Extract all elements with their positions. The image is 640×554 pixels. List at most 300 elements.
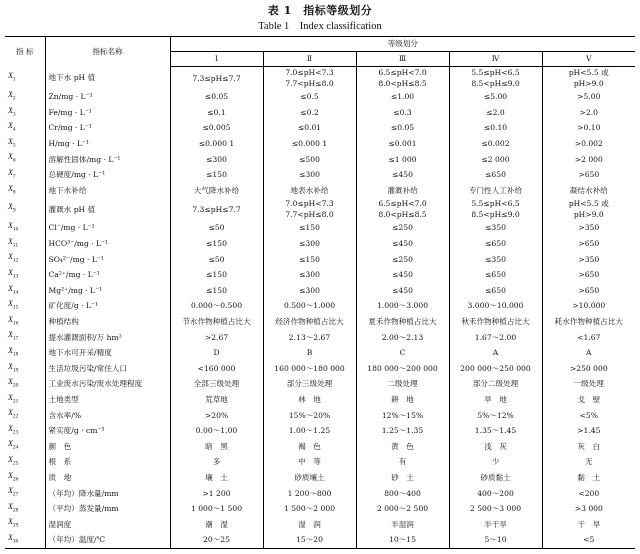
indicator-code [5, 220, 45, 236]
indicator-code-letter: X [8, 70, 13, 80]
grade-value: 二级处理 [387, 379, 418, 389]
indicator-code-letter: X [8, 267, 13, 277]
grade-value-cell [263, 167, 356, 183]
header-grade: Ⅳ [449, 52, 542, 67]
table-row [5, 314, 635, 330]
grade-value-cell [356, 329, 449, 345]
indicator-code-index: 24 [12, 445, 19, 452]
indicator-code [5, 67, 45, 90]
grade-value: ≤150 [206, 239, 227, 249]
grade-value-cell [356, 105, 449, 121]
grade-value-cell [449, 220, 542, 236]
grade-value-cell [449, 516, 542, 532]
indicator-code [5, 392, 45, 408]
table-row [5, 67, 635, 90]
indicator-code [5, 120, 45, 136]
grade-value: >1 200 [202, 488, 231, 498]
grade-value: ≤1 000 [388, 154, 417, 164]
table-row [5, 407, 635, 423]
grade-value-cell [356, 532, 449, 548]
grade-value: ≤450 [392, 270, 413, 280]
grade-value-cell [356, 438, 449, 454]
indicator-code [5, 236, 45, 252]
indicator-code-index: 5 [12, 142, 16, 149]
indicator-code-index: 15 [12, 304, 19, 311]
header-grade-group: 等级划分 [170, 37, 635, 52]
indicator-code [5, 89, 45, 105]
table-row [5, 136, 635, 152]
indicator-name: 含水率/% [45, 407, 170, 423]
grade-value-cell [263, 314, 356, 330]
grade-value: ≤450 [392, 285, 413, 295]
grade-value: ≤50 [208, 254, 225, 264]
grade-value-cell [356, 198, 449, 220]
grade-value-cell [263, 151, 356, 167]
grade-value-cell [356, 67, 449, 90]
indicator-code-index: 1 [12, 76, 16, 83]
indicator-code-index: 11 [12, 242, 19, 249]
grade-value-cell [449, 151, 542, 167]
grade-value: 200 000～250 000 [460, 363, 531, 373]
grade-value: 专门性人工补给 [468, 185, 523, 195]
indicator-code-index: 21 [12, 398, 19, 405]
grade-value-cell [263, 298, 356, 314]
grade-value-cell [449, 501, 542, 517]
grade-value-cell [170, 376, 263, 392]
grade-value-cell [263, 105, 356, 121]
grade-value: 1.000～3.000 [376, 301, 429, 311]
grade-value-cell [356, 485, 449, 501]
grade-value: 180 000～200 000 [367, 363, 438, 373]
table-row [5, 345, 635, 361]
grade-value: 半湿润 [391, 519, 414, 529]
grade-value-cell [542, 136, 635, 152]
table-row [5, 376, 635, 392]
grade-value-cell [356, 120, 449, 136]
table-caption-zh: 表 1 指标等级划分 [267, 4, 373, 17]
grade-value: 灌溉补给 [387, 185, 418, 195]
grade-value-cell [263, 423, 356, 439]
grade-value-cell [263, 392, 356, 408]
grade-value-cell [170, 470, 263, 486]
table-row [5, 298, 635, 314]
grade-value-cell [449, 183, 542, 199]
indicator-code-index: 18 [12, 351, 19, 358]
indicator-code-index: 28 [12, 507, 19, 514]
grade-value-cell [356, 423, 449, 439]
indicator-code-index: 14 [12, 289, 19, 296]
table-row [5, 220, 635, 236]
grade-value: 8.5<pH≤9.0 [471, 210, 520, 220]
grade-value: >10.000 [572, 301, 606, 311]
indicator-code-index: 4 [12, 126, 16, 133]
grade-value: ≤1.00 [390, 92, 415, 102]
grade-value: ≤0.01 [297, 123, 322, 133]
indicator-code-index: 7 [12, 173, 16, 180]
grade-value: 部分二级处理 [472, 379, 519, 389]
table-row [5, 105, 635, 121]
grade-value-cell [449, 298, 542, 314]
grade-value: 7.7<pH≤8.0 [285, 210, 334, 220]
indicator-code-index: 3 [12, 111, 16, 118]
grade-value-cell [356, 454, 449, 470]
grade-value: ≤0.05 [390, 123, 415, 133]
grade-value-cell [170, 345, 263, 361]
grade-value-cell [449, 120, 542, 136]
indicator-code [5, 105, 45, 121]
indicator-name: （平均）蒸发量/mm [45, 501, 170, 517]
indicator-code-index: 8 [12, 189, 16, 196]
grade-value-cell [356, 314, 449, 330]
grade-value: 2.13～2.67 [288, 332, 331, 342]
grade-value-cell [263, 89, 356, 105]
grade-value: <5 [583, 535, 595, 545]
indicator-code-letter: X [8, 486, 13, 496]
indicator-name: 工业废水污染/废水处理程度 [45, 376, 170, 392]
grade-value: 中 等 [298, 457, 321, 467]
indicator-code-letter: X [8, 330, 13, 340]
grade-value: 地表水补给 [290, 185, 329, 195]
grade-value-cell [170, 267, 263, 283]
grade-value: ≤150 [206, 170, 227, 180]
grade-value: pH<5.5 或 [568, 199, 609, 209]
grade-value-cell [170, 314, 263, 330]
grade-value: 半干旱 [484, 519, 507, 529]
grade-value-cell [263, 454, 356, 470]
table-row [5, 251, 635, 267]
grade-value-cell [542, 423, 635, 439]
grade-value: 1 500～2 000 [283, 504, 336, 514]
grade-value-cell [170, 485, 263, 501]
grade-value: 全部三级处理 [193, 379, 240, 389]
grade-value: 800～400 [384, 488, 421, 498]
grade-value: 少 [491, 457, 500, 467]
indicator-name: HCO³⁻/mg · L⁻¹ [45, 236, 170, 252]
grade-value-cell [542, 220, 635, 236]
grade-value-cell [170, 236, 263, 252]
grade-value: B [306, 348, 313, 358]
grade-value: 7.7<pH≤8.0 [285, 79, 334, 88]
grade-value-cell [542, 89, 635, 105]
grade-value-cell [449, 89, 542, 105]
grade-value: >2 000 [574, 154, 603, 164]
grade-value: ≤150 [299, 223, 320, 233]
indicator-name: 地下水补给 [45, 183, 170, 199]
grade-value-cell [356, 236, 449, 252]
indicator-code-letter: X [8, 377, 13, 387]
grade-value-cell [263, 516, 356, 532]
grade-value-cell [449, 283, 542, 299]
indicator-name: 紧实度/g · cm⁻³ [45, 423, 170, 439]
grade-value-cell [263, 361, 356, 377]
grade-value-cell [263, 329, 356, 345]
indicator-name: 提水灌溉面积/万 hm² [45, 329, 170, 345]
grade-value-cell [170, 136, 263, 152]
table-row [5, 438, 635, 454]
grade-value-cell [263, 120, 356, 136]
table-row [5, 392, 635, 408]
indicator-code-index: 26 [12, 476, 19, 483]
grade-value: 无 [584, 457, 593, 467]
grade-value: 7.0≤pH<7.3 [285, 68, 334, 77]
header-grade: Ⅰ [170, 52, 263, 67]
indicator-code [5, 267, 45, 283]
grade-value: 2 500～3 000 [469, 504, 522, 514]
grade-value: ≤250 [392, 254, 413, 264]
indicator-name: Cr/mg · L⁻¹ [45, 120, 170, 136]
grade-value-cell [542, 485, 635, 501]
grade-value: 10～15 [389, 535, 416, 545]
indicator-name: 质 地 [45, 470, 170, 486]
grade-value: 5%～12% [477, 410, 514, 420]
grade-value-cell [170, 501, 263, 517]
grade-value: >350 [578, 223, 600, 233]
grade-value: >650 [578, 270, 600, 280]
table-row [5, 283, 635, 299]
grade-value: ≤650 [485, 270, 506, 280]
grade-value: 湿 润 [298, 519, 321, 529]
table-row [5, 89, 635, 105]
table-row [5, 454, 635, 470]
indicator-name: H/mg · L⁻¹ [45, 136, 170, 152]
grade-value: 凝结水补给 [569, 185, 608, 195]
indicator-name: （年均）温度/℃ [45, 532, 170, 548]
indicator-code-index: 17 [12, 335, 19, 342]
indicator-code [5, 423, 45, 439]
grade-value: ≤150 [206, 285, 227, 295]
grade-value-cell [170, 516, 263, 532]
grade-value: <200 [578, 488, 600, 498]
grade-value: 秋禾作物种植占比大 [461, 317, 530, 327]
indicator-name: Fe/mg · L⁻¹ [45, 105, 170, 121]
grade-value: ≤300 [206, 154, 227, 164]
table-row [5, 329, 635, 345]
grade-value: ≤300 [299, 285, 320, 295]
grade-value: <5% [579, 410, 598, 420]
grade-value: >250 000 [569, 363, 608, 373]
indicator-code-index: 10 [12, 226, 19, 233]
indicator-code [5, 151, 45, 167]
grade-value-cell [542, 251, 635, 267]
grade-value: <160 000 [197, 363, 236, 373]
indicator-name: 灌溉水 pH 值 [45, 198, 170, 220]
table-row [5, 151, 635, 167]
grade-value: 戈 壁 [577, 394, 601, 404]
indicator-code-index: 22 [12, 413, 19, 420]
grade-value: A [492, 348, 499, 358]
indicator-code-letter: X [8, 361, 13, 371]
grade-value-cell [263, 407, 356, 423]
grade-value: 多 [212, 457, 221, 467]
indicator-code [5, 283, 45, 299]
grade-value: 砂质壤土 [294, 472, 325, 482]
indicator-code-letter: X [8, 105, 13, 115]
grade-value: 5～10 [484, 535, 507, 545]
indicator-code-index: 9 [12, 207, 16, 214]
grade-value: ≤450 [392, 170, 413, 180]
grade-value: 1.67～2.00 [474, 332, 517, 342]
grade-value: 暗 黑 [205, 441, 228, 451]
grade-value-cell [449, 105, 542, 121]
header-grade: Ⅱ [263, 52, 356, 67]
grade-value: 干 旱 [577, 519, 601, 529]
grade-value-cell [449, 454, 542, 470]
grade-value-cell [170, 423, 263, 439]
grade-value-cell [170, 105, 263, 121]
grade-value: 2.00～2.13 [381, 332, 424, 342]
grade-value: 1 000～1 500 [190, 504, 243, 514]
indicator-code-letter: X [8, 470, 13, 480]
grade-value: ≤2.0 [486, 107, 505, 117]
indicator-name: Cl⁻/mg · L⁻¹ [45, 220, 170, 236]
grade-value: ≤500 [299, 154, 320, 164]
grade-value: ≤0.10 [483, 123, 508, 133]
grade-value-cell [356, 136, 449, 152]
grade-value-cell [170, 120, 263, 136]
grade-value-cell [542, 198, 635, 220]
grade-value: ≤0.001 [388, 139, 417, 149]
grade-value: 砂 土 [391, 472, 414, 482]
indicator-code-letter: X [8, 392, 13, 402]
grade-value: 黄 色 [391, 441, 414, 451]
grade-value: pH<5.5 或 [568, 68, 609, 77]
grade-value-cell [263, 136, 356, 152]
grade-value-cell [170, 532, 263, 548]
grade-value: ≤150 [206, 270, 227, 280]
grade-value: 3.000～10.000 [467, 301, 524, 311]
indicator-code-letter: X [8, 136, 13, 146]
grade-value: ≤0.2 [300, 107, 319, 117]
indicator-code-index: 19 [12, 367, 19, 374]
indicator-code-letter: X [8, 283, 13, 293]
indicator-name: 湿润度 [45, 516, 170, 532]
grade-value-cell [449, 361, 542, 377]
grade-value: >3 000 [574, 504, 603, 514]
grade-value-cell [170, 298, 263, 314]
grade-value: pH>9.0 [573, 79, 604, 88]
indicator-code [5, 516, 45, 532]
grade-value-cell [449, 532, 542, 548]
indicator-code-letter: X [8, 533, 13, 543]
grade-value: A [586, 348, 592, 358]
grade-value: 1.35～1.45 [474, 426, 517, 436]
indicator-code-index: 16 [12, 320, 19, 327]
grade-value-cell [356, 220, 449, 236]
grade-value-cell [542, 283, 635, 299]
grade-value-cell [449, 470, 542, 486]
grade-value-cell [542, 501, 635, 517]
grade-value: >650 [578, 239, 600, 249]
grade-value-cell [542, 392, 635, 408]
indicator-code-letter: X [8, 121, 13, 131]
grade-value: 1 200～800 [287, 488, 332, 498]
grade-value: 耗水作物种植占比大 [554, 317, 623, 327]
grade-value-cell [263, 183, 356, 199]
grade-value: >0.002 [574, 139, 603, 149]
grade-value-cell [449, 314, 542, 330]
grade-value-cell [542, 105, 635, 121]
grade-value: 节水作物种植占比大 [182, 317, 251, 327]
indicator-name: 总硬度/mg · L⁻¹ [45, 167, 170, 183]
grade-value-cell [356, 251, 449, 267]
table-body [5, 67, 635, 549]
indicator-code [5, 298, 45, 314]
grade-value-cell [356, 298, 449, 314]
indicator-code [5, 198, 45, 220]
indicator-name: 溶解性固体/mg · L⁻¹ [45, 151, 170, 167]
grade-value: 大气降水补给 [193, 185, 240, 195]
grade-value-cell [449, 329, 542, 345]
grade-value: 林 地 [298, 394, 321, 404]
grade-value-cell [170, 151, 263, 167]
indicator-code [5, 314, 45, 330]
indicator-code-letter: X [8, 236, 13, 246]
grade-value-cell [449, 136, 542, 152]
indicator-code-letter: X [8, 221, 13, 231]
grade-value-cell [263, 67, 356, 90]
indicator-code [5, 345, 45, 361]
indicator-code-letter: X [8, 152, 13, 162]
grade-value-cell [356, 167, 449, 183]
grade-value: 7.3≤pH≤7.7 [192, 204, 241, 214]
grade-value-cell [263, 283, 356, 299]
grade-value: >1.45 [577, 426, 601, 436]
indicator-code [5, 376, 45, 392]
grade-value: 1.25～1.35 [381, 426, 424, 436]
table-row [5, 167, 635, 183]
indicator-code [5, 470, 45, 486]
table-row [5, 485, 635, 501]
grade-value: >5.00 [577, 92, 601, 102]
grade-value: ≤0.3 [393, 107, 412, 117]
indicator-code [5, 329, 45, 345]
grade-value-cell [263, 501, 356, 517]
grade-value: ≤0.000 1 [291, 139, 328, 149]
grade-value: 1.00～1.25 [288, 426, 331, 436]
grade-value: >0.10 [577, 123, 601, 133]
indicator-code-letter: X [8, 455, 13, 465]
grade-value: ≤0.002 [481, 139, 510, 149]
table-caption-en: Table 1 Index classification [258, 21, 382, 32]
index-classification-table [5, 36, 635, 549]
grade-value: 砂质黏土 [480, 472, 511, 482]
grade-value: ≤300 [299, 270, 320, 280]
indicator-code [5, 136, 45, 152]
grade-value: ≤150 [299, 254, 320, 264]
grade-value: ≤650 [485, 239, 506, 249]
indicator-code-index: 25 [12, 460, 19, 467]
grade-value-cell [449, 345, 542, 361]
indicator-code [5, 361, 45, 377]
grade-value-cell [356, 470, 449, 486]
indicator-code [5, 485, 45, 501]
grade-value: 8.0<pH≤8.5 [378, 79, 427, 88]
grade-value-cell [449, 198, 542, 220]
grade-value: 黏 土 [577, 472, 601, 482]
indicator-code-letter: X [8, 439, 13, 449]
grade-value-cell [449, 251, 542, 267]
grade-value-cell [356, 361, 449, 377]
grade-value: >2.0 [579, 107, 598, 117]
grade-value-cell [542, 516, 635, 532]
grade-value: 5.5≤pH<6.5 [471, 68, 520, 77]
grade-value-cell [542, 167, 635, 183]
grade-value-cell [542, 67, 635, 90]
grade-value: 褐 色 [298, 441, 321, 451]
grade-value: 15～20 [296, 535, 323, 545]
grade-value-cell [542, 376, 635, 392]
grade-value-cell [356, 151, 449, 167]
